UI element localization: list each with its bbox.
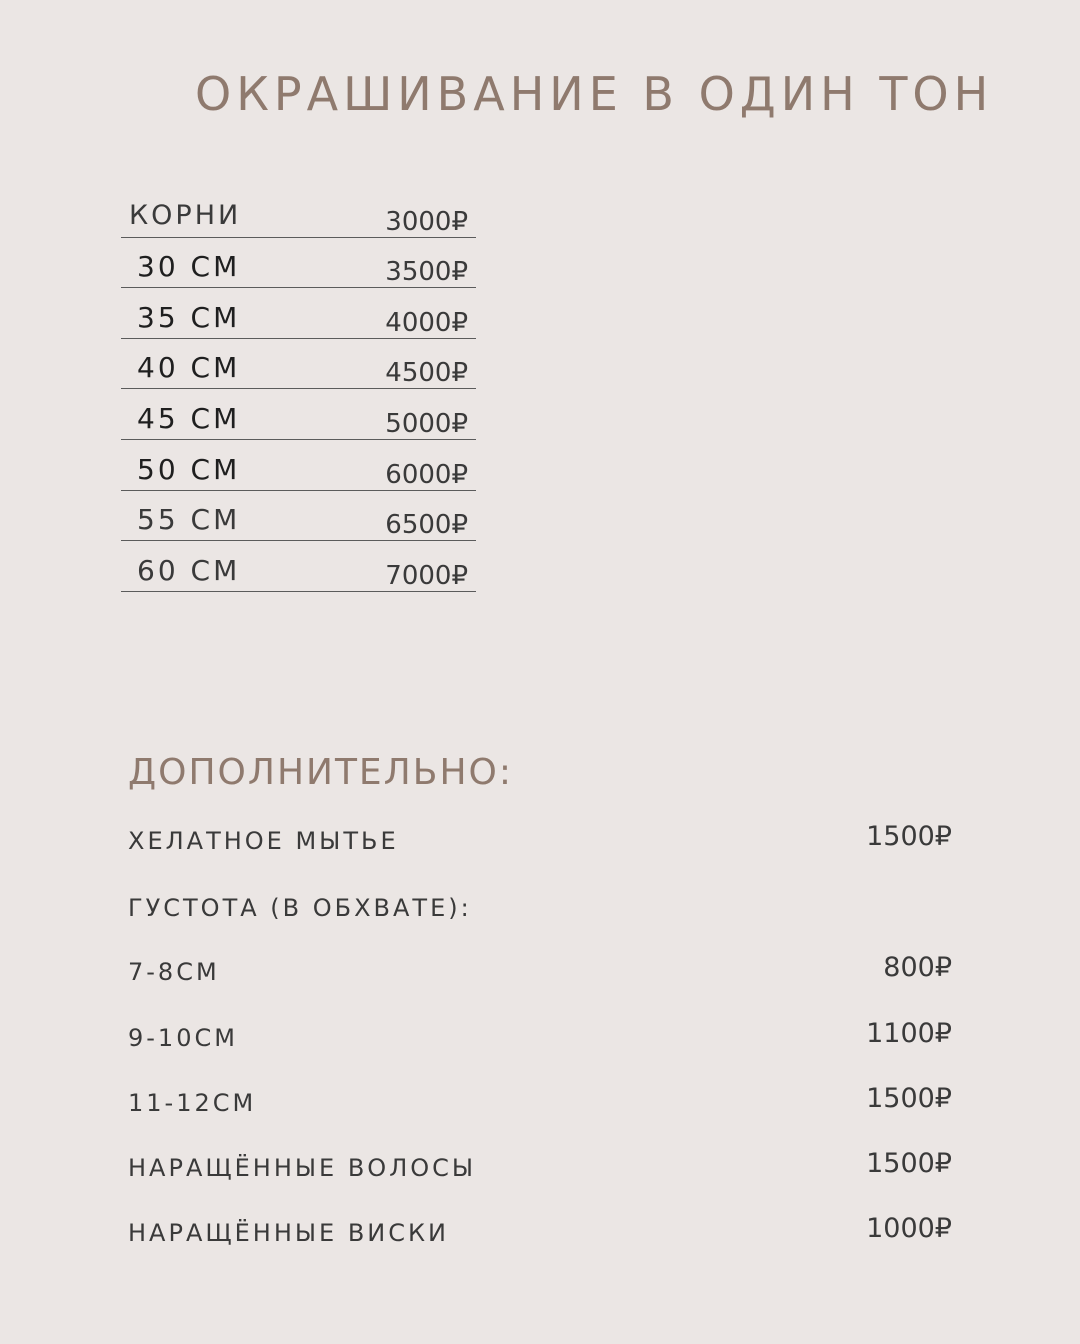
extra-item-label: 9-10СМ [128, 1024, 238, 1052]
price-row-roots [121, 187, 476, 238]
extra-item-price: 1100₽ [866, 1018, 952, 1049]
extra-item-price: 1500₽ [866, 821, 952, 852]
price-row-value: 6500₽ [385, 510, 468, 541]
price-row-50cm [121, 440, 476, 491]
price-row-label: 60 СМ [137, 553, 241, 587]
price-row-value: 5000₽ [385, 408, 468, 439]
extra-item-label: 11-12СМ [128, 1089, 257, 1117]
extra-item-price: 800₽ [883, 952, 952, 983]
extra-item-price: 1500₽ [866, 1083, 952, 1114]
extra-item-density-11-12 [128, 1083, 952, 1123]
extra-item-chelating-wash [128, 821, 952, 861]
price-row-30cm [121, 238, 476, 289]
price-row-value: 6000₽ [385, 459, 468, 490]
price-row-value: 3000₽ [385, 206, 468, 237]
price-row-label: 55 СМ [137, 503, 241, 537]
price-row-label: 50 СМ [137, 452, 241, 486]
extra-item-density-heading [128, 888, 952, 928]
price-row-label: КОРНИ [129, 199, 242, 231]
price-row-45cm [121, 389, 476, 440]
extra-item-label: ХЕЛАТНОЕ МЫТЬЕ [128, 827, 399, 855]
price-row-55cm [121, 491, 476, 542]
price-row-35cm [121, 288, 476, 339]
extra-item-density-9-10 [128, 1018, 952, 1058]
price-row-value: 7000₽ [385, 560, 468, 591]
price-row-value: 4500₽ [385, 358, 468, 389]
price-row-60cm [121, 541, 476, 592]
price-row-40cm [121, 339, 476, 390]
extra-item-price: 1500₽ [866, 1148, 952, 1179]
extra-section-title: ДОПОЛНИТЕЛЬНО: [128, 752, 513, 793]
price-row-value: 4000₽ [385, 307, 468, 338]
extra-item-label: 7-8СМ [128, 958, 220, 986]
extra-item-label: НАРАЩЁННЫЕ ВОЛОСЫ [128, 1154, 477, 1182]
extra-item-label: НАРАЩЁННЫЕ ВИСКИ [128, 1219, 449, 1247]
extra-item-label: ГУСТОТА (В ОБХВАТЕ): [128, 894, 472, 922]
extra-item-extended-temples [128, 1213, 952, 1253]
price-row-label: 40 СМ [137, 351, 241, 385]
page-title: ОКРАШИВАНИЕ В ОДИН ТОН [195, 67, 994, 121]
price-row-label: 45 СМ [137, 401, 241, 435]
extra-item-density-7-8 [128, 952, 952, 992]
price-table [121, 187, 476, 592]
price-row-label: 35 СМ [137, 300, 241, 334]
price-row-value: 3500₽ [385, 257, 468, 288]
price-row-label: 30 СМ [137, 250, 241, 284]
extra-item-price: 1000₽ [866, 1213, 952, 1244]
extra-item-extended-hair [128, 1148, 952, 1188]
